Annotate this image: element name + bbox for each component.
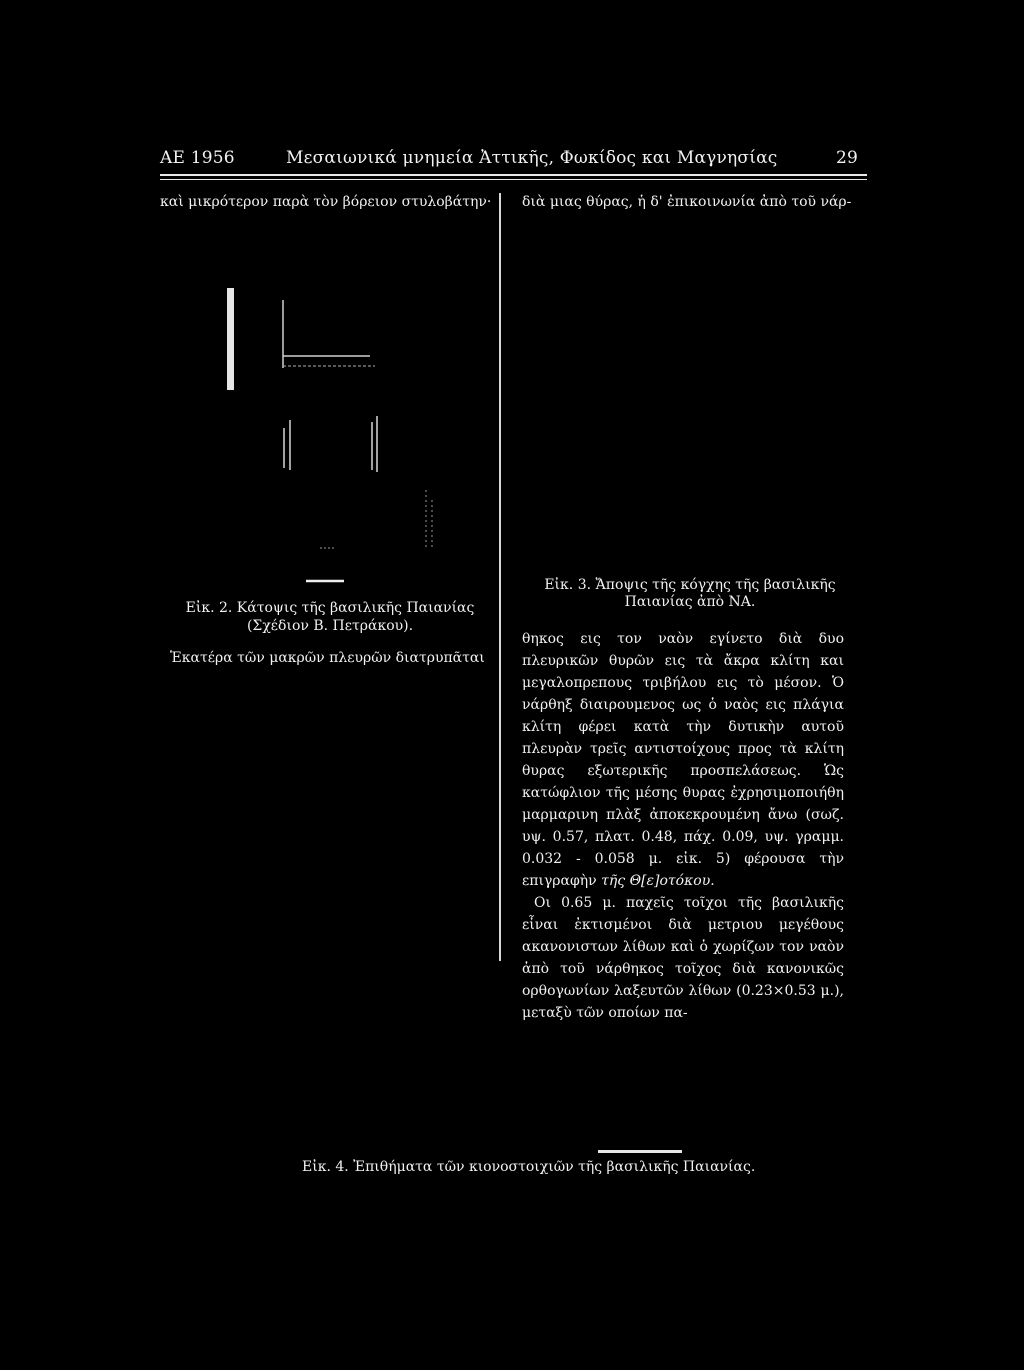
inscription-text: τῆς Θ[ε]οτόκου.	[601, 873, 715, 889]
header-rule-thin	[160, 179, 867, 180]
figure-3-caption-line1: Εἰκ. 3. Ἄποψις τῆς κόγχης τῆς βασιλικῆς	[544, 577, 836, 593]
figure-2-caption-line2: (Σχέδιον Β. Πετράκου).	[246, 618, 414, 634]
left-column-bottom-text: Ἑκατέρα τῶν μακρῶν πλευρῶν διατρυπᾶται	[170, 650, 485, 666]
paragraph-1	[522, 628, 844, 892]
figure-4-caption: Εἰκ. 4. Ἐπιθήματα τῶν κιονοστοιχιῶν τῆς βασιλικῆς Παιανίας.	[302, 1159, 756, 1175]
plan-wall-thick	[227, 288, 234, 390]
paragraph-1-text: θηκος εις τον ναὸν εγίνετο διὰ δυο πλευρικῶν θυρῶν εις τὰ ἄκρα κλίτη και μεγαλοπρεπους τριβήλου εις τὸ μέσον. Ὁ νάρθηξ διαιρουμενος ως ὁ ναὸς εις πλάγια κλίτη φέρει κατὰ τὴν δυτικὴν αυτοῦ πλευρὰν τρεῖς αντιστοίχους προς τὰ κλίτη θυρας εξωτερικῆς προσπελάσεως. Ὡς κατώφλιον τῆς μέσης θυρας ἐχρησιμοποιήθη μαρμαρινη πλὰξ ἀποκεκρουμένη ἄνω (σωζ. υψ. 0.57, πλατ. 0.48, πάχ. 0.09, υψ. γραμμ. 0.032 - 0.058 μ. εἰκ. 5) φέρουσα τὴν επιγραφὴν	[522, 631, 844, 889]
running-header-left: ΑΕ 1956	[160, 148, 235, 168]
figure-2-plan-drawing	[220, 280, 460, 600]
page-number: 29	[836, 148, 859, 168]
figure-2-caption-line1: Εἰκ. 2. Κάτοψις τῆς βασιλικῆς Παιανίας	[185, 600, 475, 616]
right-column-body	[522, 628, 844, 1024]
figure-3-caption-line2: Παιανίας ἀπὸ ΝΑ.	[624, 594, 756, 610]
header-rule	[160, 174, 867, 176]
figure-4-scale-mark	[598, 1150, 682, 1153]
paragraph-2: Οι 0.65 μ. παχεῖς τοῖχοι τῆς βασιλικῆς εἶναι ἐκτισμένοι διὰ μετριου μεγέθους ακανονιστων λίθων καὶ ὁ χωρίζων τον ναὸν ἀπὸ τοῦ νάρθηκος τοῖχος διὰ κανονικῶς ορθογωνίων λαξευτῶν λίθων (0.23×0.53 μ.), μεταξὺ τῶν οποίων πα-	[522, 895, 844, 1021]
column-divider	[499, 193, 501, 961]
running-header-title: Μεσαιωνικά μνημεία Ἀττικῆς, Φωκίδος και Μαγνησίας	[286, 148, 778, 168]
left-column-top-text: καὶ μικρότερον παρὰ τὸν βόρειον στυλοβάτην·	[160, 194, 492, 210]
right-column-top-text: διὰ μιας θύρας, ἡ δ' ἐπικοινωνία ἀπὸ τοῦ νάρ-	[522, 194, 852, 210]
